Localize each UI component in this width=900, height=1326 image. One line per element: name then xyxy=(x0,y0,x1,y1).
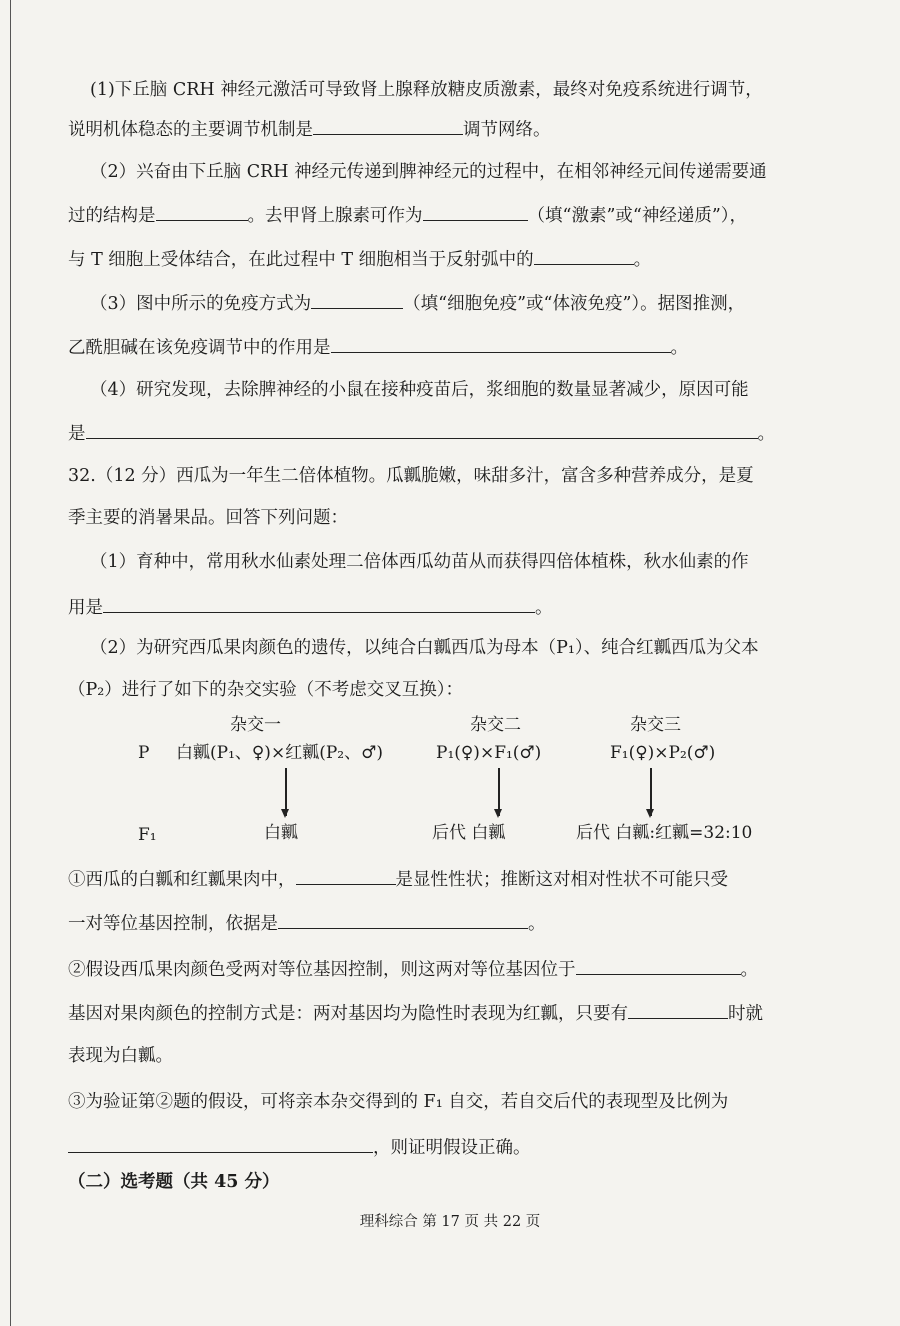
q32-part2-line1: （2）为研究西瓜果肉颜色的遗传，以纯合白瓤西瓜为母本（P₁）、纯合红瓤西瓜为父本 xyxy=(90,638,759,658)
q32-header-line2: 季主要的消暑果品。回答下列问题： xyxy=(68,508,348,528)
cross2-title: 杂交二 xyxy=(470,715,521,735)
section-title: （二）选考题（共 45 分） xyxy=(68,1172,280,1192)
answer-blank[interactable] xyxy=(423,202,528,221)
q31-part1-line2: 说明机体稳态的主要调节机制是 调节网络。 xyxy=(68,116,551,142)
q32-sub1-line1: ①西瓜的白瓤和红瓤果肉中， 是显性性状；推断这对相对性状不可能只受 xyxy=(68,866,728,892)
f1-generation-label: F₁ xyxy=(138,825,157,845)
answer-blank[interactable] xyxy=(278,910,528,929)
cross1-arrow xyxy=(285,768,287,816)
q32-part1-line2: 用是 。 xyxy=(68,594,553,620)
cross2-parents: P₁(♀)×F₁(♂) xyxy=(436,743,542,763)
q32-part1-line1: （1）育种中，常用秋水仙素处理二倍体西瓜幼苗从而获得四倍体植株，秋水仙素的作 xyxy=(90,552,749,572)
p-generation-label: P xyxy=(138,743,150,763)
q32-sub2-line3: 表现为白瓤。 xyxy=(68,1046,173,1066)
cross1-result: 白瓤 xyxy=(264,823,298,843)
q31-part1-line1: (1)下丘脑 CRH 神经元激活可导致肾上腺释放糖皮质激素，最终对免疫系统进行调节， xyxy=(90,80,763,100)
cross3-result: 后代 白瓤:红瓤=32:10 xyxy=(576,823,753,843)
answer-blank[interactable] xyxy=(86,420,758,439)
cross2-arrow xyxy=(498,768,500,816)
cross3-title: 杂交三 xyxy=(630,715,681,735)
answer-blank[interactable] xyxy=(103,594,535,613)
q31-part3-line2: 乙酰胆碱在该免疫调节中的作用是 。 xyxy=(68,334,688,360)
q32-sub3-line1: ③为验证第②题的假设，可将亲本杂交得到的 F₁ 自交，若自交后代的表现型及比例为 xyxy=(68,1092,729,1112)
answer-blank[interactable] xyxy=(296,866,396,885)
q31-part2-line1: （2）兴奋由下丘脑 CRH 神经元传递到脾神经元的过程中，在相邻神经元间传递需要通 xyxy=(90,162,767,182)
q32-part2-line2: （P₂）进行了如下的杂交实验（不考虑交叉互换）： xyxy=(68,680,464,700)
answer-blank[interactable] xyxy=(68,1134,373,1153)
answer-blank[interactable] xyxy=(628,1000,728,1019)
q32-sub1-line2: 一对等位基因控制，依据是 。 xyxy=(68,910,546,936)
q31-part2-line3: 与 T 细胞上受体结合，在此过程中 T 细胞相当于反射弧中的 。 xyxy=(68,246,651,272)
answer-blank[interactable] xyxy=(576,956,741,975)
answer-blank[interactable] xyxy=(313,116,463,135)
q32-sub3-line2: ，则证明假设正确。 xyxy=(68,1134,531,1160)
answer-blank[interactable] xyxy=(534,246,634,265)
answer-blank[interactable] xyxy=(331,334,671,353)
cross3-parents: F₁(♀)×P₂(♂) xyxy=(610,743,716,763)
q32-sub2-line2: 基因对果肉颜色的控制方式是：两对基因均为隐性时表现为红瓤，只要有 时就 xyxy=(68,1000,763,1026)
q31-part4-line1: （4）研究发现，去除脾神经的小鼠在接种疫苗后，浆细胞的数量显著减少，原因可能 xyxy=(90,380,749,400)
cross3-arrow xyxy=(650,768,652,816)
q31-part3-line1: （3）图中所示的免疫方式为 （填“细胞免疫”或“体液免疫”）。据图推测， xyxy=(90,290,745,316)
cross1-parents: 白瓤(P₁、♀)×红瓤(P₂、♂) xyxy=(176,743,383,763)
cross1-title: 杂交一 xyxy=(230,715,281,735)
answer-blank[interactable] xyxy=(156,202,248,221)
cross2-result: 后代 白瓤 xyxy=(432,823,506,843)
q31-part2-line2: 过的结构是 。去甲肾上腺素可作为 （填“激素”或“神经递质”）， xyxy=(68,202,747,228)
q31-part4-line2: 是 。 xyxy=(68,420,775,446)
q32-header-line1: 32.（12 分）西瓜为一年生二倍体植物。瓜瓤脆嫩，味甜多汁，富含多种营养成分，是夏 xyxy=(68,466,754,486)
page-edge xyxy=(10,0,11,1326)
q32-sub2-line1: ②假设西瓜果肉颜色受两对等位基因控制，则这两对等位基因位于 。 xyxy=(68,956,758,982)
answer-blank[interactable] xyxy=(311,290,403,309)
page-footer: 理科综合 第 17 页 共 22 页 xyxy=(359,1214,541,1230)
